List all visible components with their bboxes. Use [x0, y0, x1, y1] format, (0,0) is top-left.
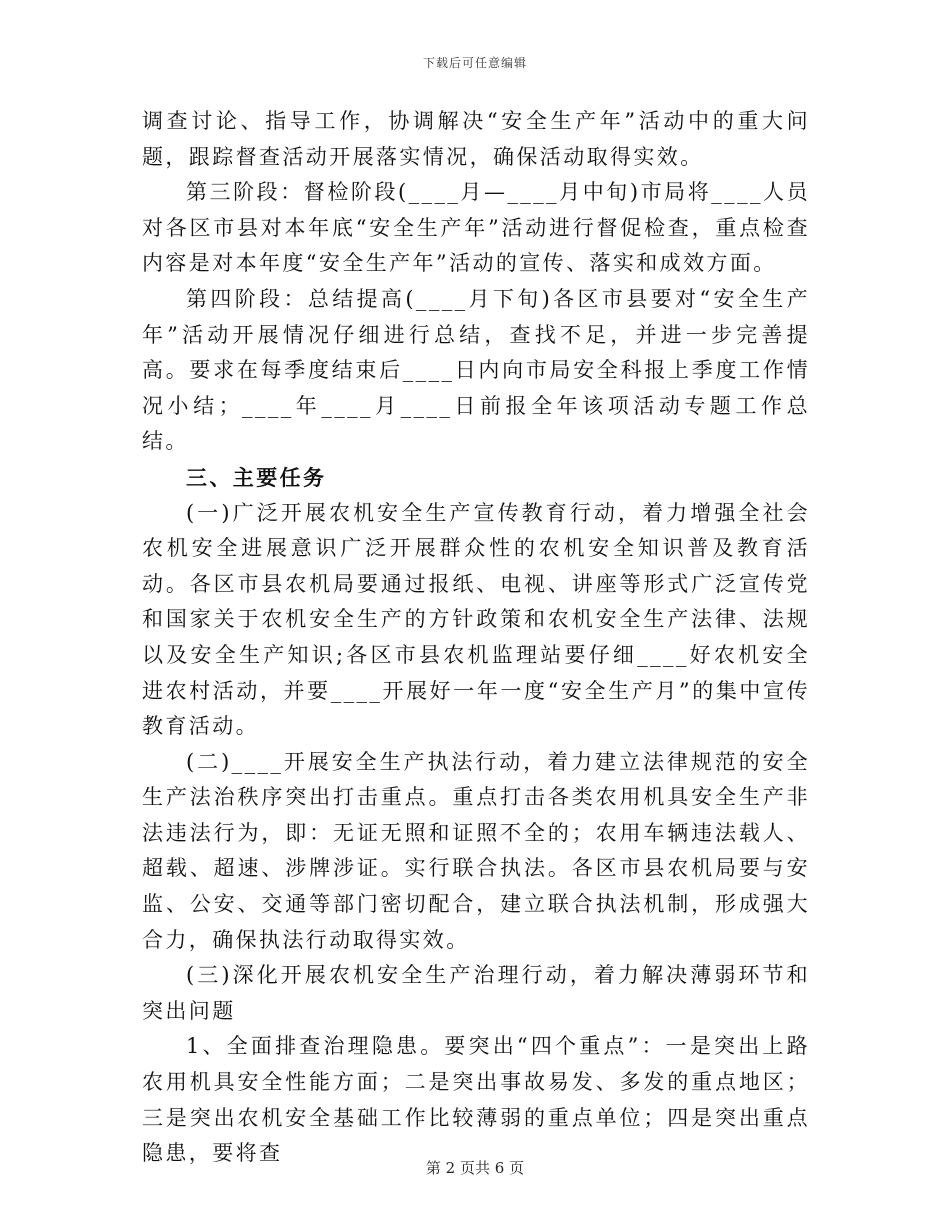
page-header-note: 下载后可任意编辑 — [422, 56, 527, 70]
document-body — [142, 104, 810, 1172]
paragraph-stage-three: 第三阶段：督检阶段(____月—____月中旬)市局将____人员对各区市县对本年底“安全生产年”活动进行督促检查，重点检查内容是对本年度“安全生产年”活动的宣传、落实和成效方面。 — [142, 180, 810, 276]
paragraph-task-two: (二)____开展安全生产执法行动，着力建立法律规范的安全生产法治秩序突出打击重点。重点打击各类农用机具安全生产非法违法行为，即：无证无照和证照不全的；农用车辆违法载人、超载、超速、涉牌涉证。实行联合执法。各区市县农机局要与安监、公安、交通等部门密切配合，建立联合执法机制，形成强大合力，确保执法行动取得实效。 — [142, 749, 810, 952]
paragraph-task-one: (一)广泛开展农机安全生产宣传教育行动，着力增强全社会农机安全进展意识广泛开展群众性的农机安全知识普及教育活动。各区市县农机局要通过报纸、电视、讲座等形式广泛宣传党和国家关于农机安全生产的方针政策和农机安全生产法律、法规以及安全生产知识;各区市县农机监理站要仔细____好农机安全进农村活动，并要____开展好一年一度“安全生产月”的集中宣传教育活动。 — [142, 500, 810, 739]
page-number-footer: 第 2 页共 6 页 — [425, 1159, 525, 1177]
paragraph-stage-four: 第四阶段：总结提高(____月下旬)各区市县要对“安全生产年”活动开展情况仔细进行总结，查找不足，并进一步完善提高。要求在每季度结束后____日内向市局安全科报上季度工作情况小结；____年____月____日前报全年该项活动专题工作总结。 — [142, 286, 810, 454]
section-heading-main-tasks: 三、主要任务 — [186, 464, 327, 490]
paragraph-item-one: 1、全面排查治理隐患。要突出“四个重点”：一是突出上路农用机具安全性能方面；二是突出事故易发、多发的重点地区；三是突出农机安全基础工作比较薄弱的重点单位；四是突出重点隐患，要将查 — [142, 1034, 810, 1166]
paragraph-continuation: 调查讨论、指导工作，协调解决“安全生产年”活动中的重大问题，跟踪督查活动开展落实情况，确保活动取得实效。 — [142, 109, 810, 169]
paragraph-task-three: (三)深化开展农机安全生产治理行动，着力解决薄弱环节和突出问题 — [142, 963, 810, 1023]
